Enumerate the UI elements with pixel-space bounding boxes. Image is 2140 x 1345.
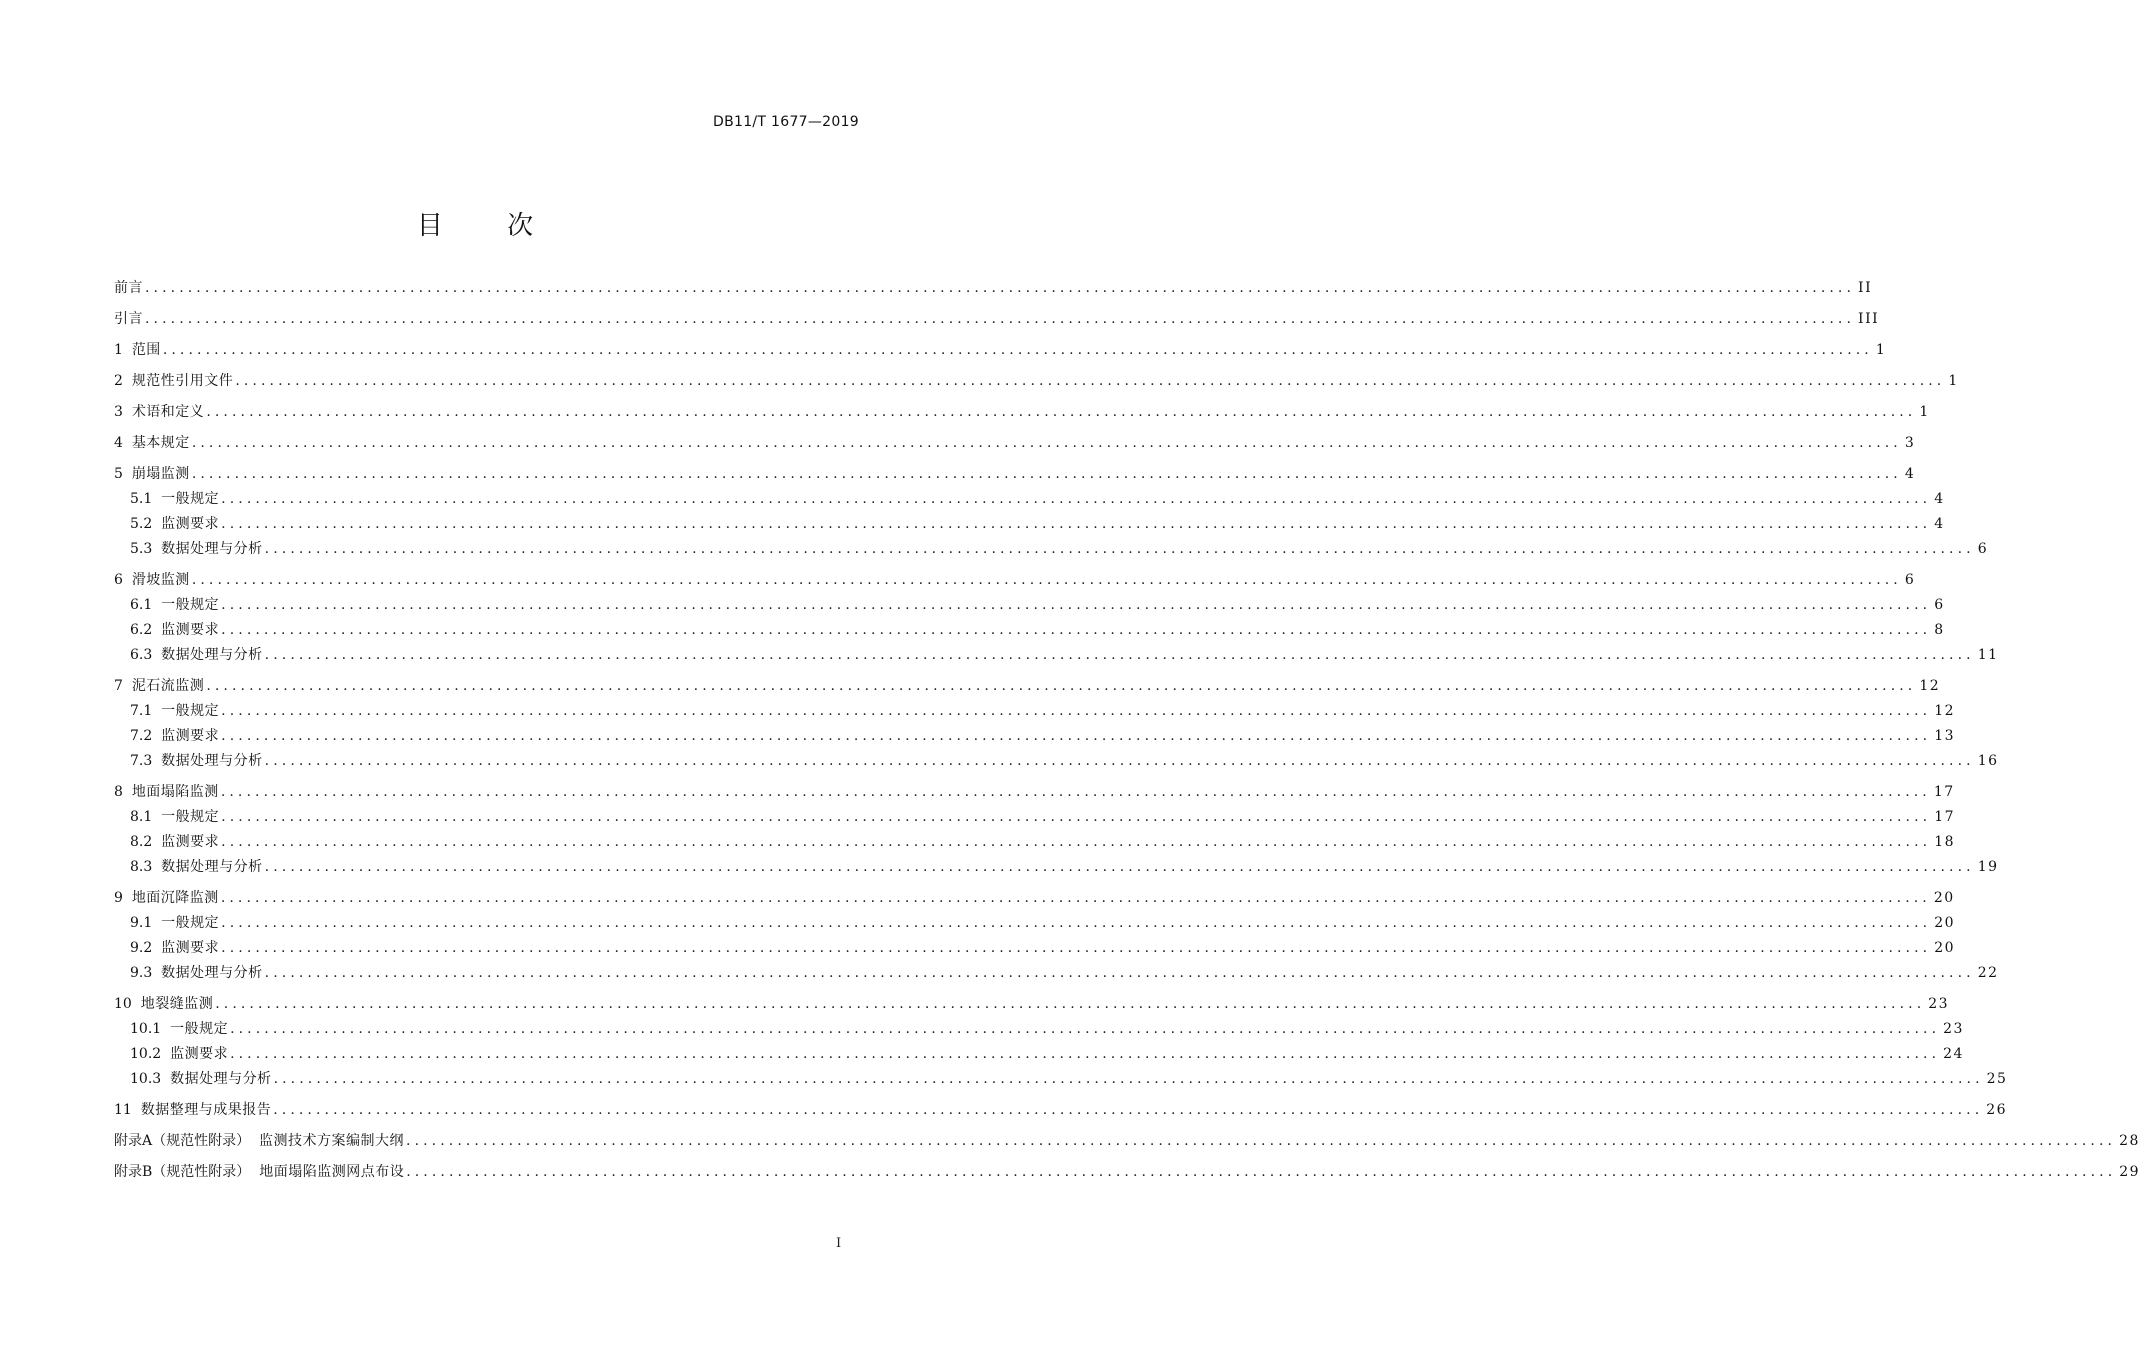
toc-entry[interactable] (114, 1098, 2008, 1122)
toc-entry-number: 5.3 (130, 541, 162, 557)
toc-entry-label: 地面塌陷监测网点布设 (259, 1164, 405, 1180)
dot-leader: ........................................................................................................................................................................................................ (221, 597, 1932, 613)
toc-entry-label: 范围 (131, 342, 161, 358)
toc-entry[interactable] (130, 961, 1999, 985)
dot-leader: ........................................................................................................................................................................................................ (221, 940, 1932, 956)
toc-entry-label: 一般规定 (161, 597, 220, 613)
dot-leader: ........................................................................................................................................................................................................ (221, 809, 1932, 825)
toc-entry-label: 监测要求 (161, 834, 220, 850)
dot-leader: ........................................................................................................................................................................................................ (264, 647, 1975, 663)
toc-entry[interactable] (114, 431, 1916, 455)
toc-entry-number: 附录B（规范性附录） (114, 1164, 260, 1180)
toc-entry-label: 地面塌陷监测 (131, 784, 219, 800)
toc-entry-label: 术语和定义 (131, 404, 205, 420)
toc-entry-page: 19 (1977, 859, 1999, 875)
toc-entry-number: 8 (114, 784, 132, 800)
toc-entry-label: 数据处理与分析 (161, 647, 263, 663)
toc-entry-label: 一般规定 (170, 1021, 229, 1037)
toc-entry[interactable] (114, 1129, 2140, 1153)
toc-entry[interactable] (114, 462, 1916, 486)
dot-leader: ........................................................................................................................................................................................................ (221, 703, 1932, 719)
toc-entry-page: 16 (1977, 753, 1999, 769)
toc-entry-page: 23 (1943, 1021, 1964, 1037)
toc-entry[interactable] (130, 936, 1956, 960)
toc-entry-number: 5.2 (130, 516, 162, 532)
toc-entry-page: 20 (1934, 915, 1956, 931)
toc-entry[interactable] (114, 400, 1930, 424)
toc-entry[interactable] (130, 855, 1999, 879)
toc-entry-number: 7.2 (130, 728, 162, 744)
dot-leader: ........................................................................................................................................................................................................ (264, 753, 1975, 769)
toc-entry-label: 一般规定 (161, 491, 220, 507)
toc-entry-page: 4 (1934, 516, 1945, 532)
toc-entry[interactable] (114, 369, 1959, 393)
toc-entry-label: 一般规定 (161, 915, 220, 931)
toc-entry[interactable] (130, 1067, 2008, 1091)
toc-entry-page: 22 (1977, 965, 1999, 981)
toc-entry-number: 10.1 (130, 1021, 171, 1037)
dot-leader: ........................................................................................................................................................................................................ (230, 1021, 1941, 1037)
toc-entry-page: 1 (1875, 342, 1887, 358)
toc-entry-label: 监测技术方案编制大纲 (259, 1133, 405, 1149)
toc-entry-number: 1 (114, 342, 132, 358)
toc-entry-page: 20 (1933, 890, 1955, 906)
page-number: I (836, 1236, 842, 1251)
toc-entry[interactable] (114, 338, 1887, 362)
dot-leader: ........................................................................................................................................................................................................ (406, 1164, 2117, 1180)
dot-leader: ........................................................................................................................................................................................................ (191, 572, 1902, 588)
toc-entry-number: 3 (114, 404, 132, 420)
toc-entry[interactable] (130, 1042, 1964, 1066)
toc-entry[interactable] (130, 643, 1999, 667)
toc-entry[interactable] (114, 886, 1955, 910)
toc-entry-page: 24 (1943, 1046, 1964, 1062)
toc-entry-label: 地裂缝监测 (140, 996, 214, 1012)
toc-entry[interactable] (130, 1017, 1964, 1041)
dot-leader: ........................................................................................................................................................................................................ (264, 965, 1975, 981)
toc-entry-label: 监测要求 (170, 1046, 229, 1062)
toc-entry-label: 监测要求 (161, 622, 220, 638)
dot-leader: ........................................................................................................................................................................................................ (221, 622, 1932, 638)
toc-entry-number: 7.3 (130, 753, 162, 769)
toc-entry-page: 6 (1904, 572, 1916, 588)
toc-entry-number: 8.2 (130, 834, 162, 850)
dot-leader: ........................................................................................................................................................................................................ (221, 915, 1932, 931)
toc-entry-page: 11 (1977, 647, 1999, 663)
toc-entry-number: 2 (114, 373, 132, 389)
toc-entry-page: 17 (1934, 809, 1956, 825)
toc-entry-number: 6.1 (130, 597, 162, 613)
dot-leader: ........................................................................................................................................................................................................ (221, 728, 1932, 744)
toc-entry[interactable] (130, 830, 1956, 854)
toc-entry-number: 6 (114, 572, 132, 588)
toc-entry-page: 1 (1919, 404, 1930, 420)
dot-leader: ........................................................................................................................................................................................................ (230, 1046, 1941, 1062)
toc-entry[interactable] (130, 805, 1956, 829)
toc-entry-page: 12 (1919, 678, 1941, 694)
toc-entry-label: 数据处理与分析 (170, 1071, 272, 1087)
toc-entry-number: 4 (114, 435, 132, 451)
toc-entry[interactable] (130, 618, 1945, 642)
toc-entry-label: 滑坡监测 (131, 572, 190, 588)
toc-entry-number: 附录A（规范性附录） (114, 1133, 260, 1149)
toc-entry[interactable] (130, 512, 1945, 536)
toc-entry-number: 9.3 (130, 965, 162, 981)
toc-entry-number: 5 (114, 466, 132, 482)
dot-leader: ........................................................................................................................................................................................................ (206, 404, 1917, 420)
toc-entry-page: III (1858, 311, 1880, 327)
dot-leader: ........................................................................................................................................................................................................ (220, 890, 1931, 906)
toc-entry[interactable] (114, 276, 1873, 300)
toc-entry-label: 一般规定 (161, 703, 220, 719)
toc-entry-page: 3 (1904, 435, 1916, 451)
dot-leader: ........................................................................................................................................................................................................ (220, 784, 1931, 800)
dot-leader: ........................................................................................................................................................................................................ (264, 859, 1975, 875)
dot-leader: ........................................................................................................................................................................................................ (191, 466, 1902, 482)
toc-entry-page: 4 (1934, 491, 1945, 507)
toc-entry-number: 10 (114, 996, 141, 1012)
toc-entry-label: 数据处理与分析 (161, 965, 263, 981)
toc-entry-page: II (1858, 280, 1873, 296)
toc-entry-page: 17 (1933, 784, 1955, 800)
dot-leader: ........................................................................................................................................................................................................ (273, 1071, 1984, 1087)
toc-entry-label: 监测要求 (161, 516, 220, 532)
dot-leader: ........................................................................................................................................................................................................ (145, 311, 1856, 327)
toc-entry-page: 6 (1934, 597, 1945, 613)
toc-entry-number: 5.1 (130, 491, 162, 507)
toc-entry-page: 23 (1928, 996, 1950, 1012)
toc-entry-number: 9.1 (130, 915, 162, 931)
toc-entry[interactable] (130, 699, 1956, 723)
toc-entry-page: 13 (1934, 728, 1956, 744)
toc-entry-label: 规范性引用文件 (131, 373, 234, 389)
standard-code: DB11/T 1677—2019 (713, 114, 859, 130)
toc-entry[interactable] (130, 724, 1956, 748)
toc-entry-page: 12 (1934, 703, 1956, 719)
toc-entry[interactable] (130, 487, 1945, 511)
toc-entry-number: 8.1 (130, 809, 162, 825)
toc-entry-label: 数据处理与分析 (161, 541, 263, 557)
toc-entry-label: 前言 (114, 280, 143, 296)
toc-entry-page: 8 (1934, 622, 1945, 638)
toc-entry[interactable] (114, 307, 1880, 331)
toc-entry-label: 监测要求 (161, 728, 220, 744)
toc-entry-label: 泥石流监测 (131, 678, 205, 694)
toc-entry-page: 25 (1986, 1071, 2008, 1087)
toc-entry-page: 18 (1934, 834, 1956, 850)
dot-leader: ........................................................................................................................................................................................................ (406, 1133, 2117, 1149)
dot-leader: ........................................................................................................................................................................................................ (235, 373, 1946, 389)
toc-entry[interactable] (114, 1160, 2140, 1184)
toc-entry-label: 数据处理与分析 (161, 859, 263, 875)
toc-entry-label: 崩塌监测 (131, 466, 190, 482)
toc-entry-label: 基本规定 (131, 435, 190, 451)
toc-entry[interactable] (130, 537, 1989, 561)
toc-entry-page: 4 (1904, 466, 1916, 482)
dot-leader: ........................................................................................................................................................................................................ (221, 834, 1932, 850)
dot-leader: ........................................................................................................................................................................................................ (191, 435, 1902, 451)
dot-leader: ........................................................................................................................................................................................................ (221, 491, 1932, 507)
toc-entry-page: 28 (2119, 1133, 2140, 1149)
toc-entry-label: 一般规定 (161, 809, 220, 825)
dot-leader: ........................................................................................................................................................................................................ (264, 541, 1975, 557)
toc-entry-page: 29 (2119, 1164, 2140, 1180)
toc-entry-number: 11 (114, 1102, 141, 1118)
toc-entry[interactable] (114, 568, 1916, 592)
toc-entry-page: 1 (1948, 373, 1959, 389)
toc-entry-number: 8.3 (130, 859, 162, 875)
dot-leader: ........................................................................................................................................................................................................ (145, 280, 1856, 296)
toc-entry[interactable] (130, 911, 1956, 935)
toc-entry[interactable] (114, 780, 1955, 804)
dot-leader: ........................................................................................................................................................................................................ (162, 342, 1873, 358)
dot-leader: ........................................................................................................................................................................................................ (215, 996, 1926, 1012)
toc-entry-number: 9 (114, 890, 132, 906)
toc-entry-label: 监测要求 (161, 940, 220, 956)
toc-entry-number: 6.3 (130, 647, 162, 663)
toc-title: 目 次 (416, 211, 562, 241)
toc-entry-number: 7 (114, 678, 132, 694)
toc-entry-number: 9.2 (130, 940, 162, 956)
toc-entry-label: 数据整理与成果报告 (140, 1102, 272, 1118)
toc-entry-label: 地面沉降监测 (131, 890, 219, 906)
toc-entry-label: 引言 (114, 311, 143, 327)
toc-entry[interactable] (130, 749, 1999, 773)
toc-entry-page: 26 (1986, 1102, 2008, 1118)
dot-leader: ........................................................................................................................................................................................................ (206, 678, 1917, 694)
toc-entry-number: 6.2 (130, 622, 162, 638)
toc-entry-page: 6 (1977, 541, 1989, 557)
dot-leader: ........................................................................................................................................................................................................ (273, 1102, 1984, 1118)
toc-entry-number: 10.2 (130, 1046, 171, 1062)
toc-entry[interactable] (114, 992, 1950, 1016)
toc-entry-number: 10.3 (130, 1071, 171, 1087)
toc-entry-number: 7.1 (130, 703, 162, 719)
dot-leader: ........................................................................................................................................................................................................ (221, 516, 1932, 532)
toc-entry-label: 数据处理与分析 (161, 753, 263, 769)
toc-entry[interactable] (114, 674, 1941, 698)
toc-entry-page: 20 (1934, 940, 1956, 956)
toc-entry[interactable] (130, 593, 1945, 617)
